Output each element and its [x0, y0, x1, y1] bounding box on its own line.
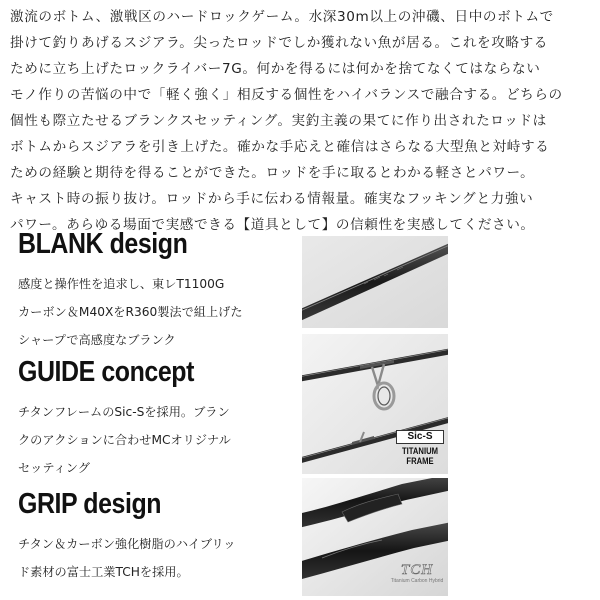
blank-design-heading: BLANK design: [18, 228, 188, 260]
description-line: チタン＆カーボン強化樹脂のハイブリッ: [18, 537, 236, 551]
tch-logo: [388, 562, 446, 585]
intro-line: ために立ち上げたロックライバー7G。何かを得るには何かを捨てなくてはならない: [10, 61, 541, 77]
description-line: シャープで高感度なブランク: [18, 333, 176, 347]
intro-line: ための経験と期待を得ることができた。ロッドを手に取るとわかる軽さとパワー。: [10, 165, 535, 181]
intro-line: モノ作りの苦悩の中で「軽く強く」相反する個性をハイバランスで融合する。どちらの: [10, 87, 563, 103]
description-line: 感度と操作性を追求し、東レT1100G: [18, 277, 225, 291]
intro-text: [10, 4, 594, 238]
blank-rod-image: [302, 236, 448, 328]
badge-frame: FRAME: [406, 456, 434, 466]
description-line: クのアクションに合わせMCオリジナル: [18, 433, 231, 447]
tch-logo-caption: Titanium Carbon Hybrid: [390, 578, 444, 584]
description-line: チタンフレームのSic-Sを採用。ブラン: [18, 405, 230, 419]
badge-titanium: TITANIUM: [402, 446, 438, 456]
description-line: カーボン＆M40XをR360製法で組上げた: [18, 305, 243, 319]
blank-design-description: [18, 270, 288, 354]
guide-image: [302, 334, 448, 474]
guide-concept-description: [18, 398, 288, 482]
intro-line: 激流のボトム、激戦区のハードロックゲーム。水深30m以上の沖磯、日中のボトムで: [10, 9, 554, 25]
intro-line: ボトムからスジアラを引き上げた。確かな手応えと確信はさらなる大型魚と対峙する: [10, 139, 550, 155]
guide-concept-heading: GUIDE concept: [18, 356, 194, 388]
intro-line: 掛けて釣りあげるスジアラ。尖ったロッドでしか獲れない魚が居る。これを攻略する: [10, 35, 548, 51]
badge-sic-s: Sic-S: [396, 430, 444, 444]
tch-logo-mark: TCH: [400, 562, 434, 578]
intro-line: 個性も際立たせるブランクスセッティング。実釣主義の果てに作り出されたロッドは: [10, 113, 547, 129]
description-line: セッティング: [18, 461, 90, 475]
intro-line: キャスト時の振り抜け。ロッドから手に伝わる情報量。確実なフッキングと力強い: [10, 191, 534, 207]
grip-design-heading: GRIP design: [18, 488, 162, 520]
description-line: ド素材の富士工業TCHを採用。: [18, 565, 189, 579]
sic-s-titanium-frame-badge: [396, 430, 444, 466]
grip-image: [302, 478, 448, 596]
grip-design-description: [18, 530, 288, 586]
intro-line: パワー。あらゆる場面で実感できる【道具として】の信頼性を実感してください。: [10, 217, 535, 233]
